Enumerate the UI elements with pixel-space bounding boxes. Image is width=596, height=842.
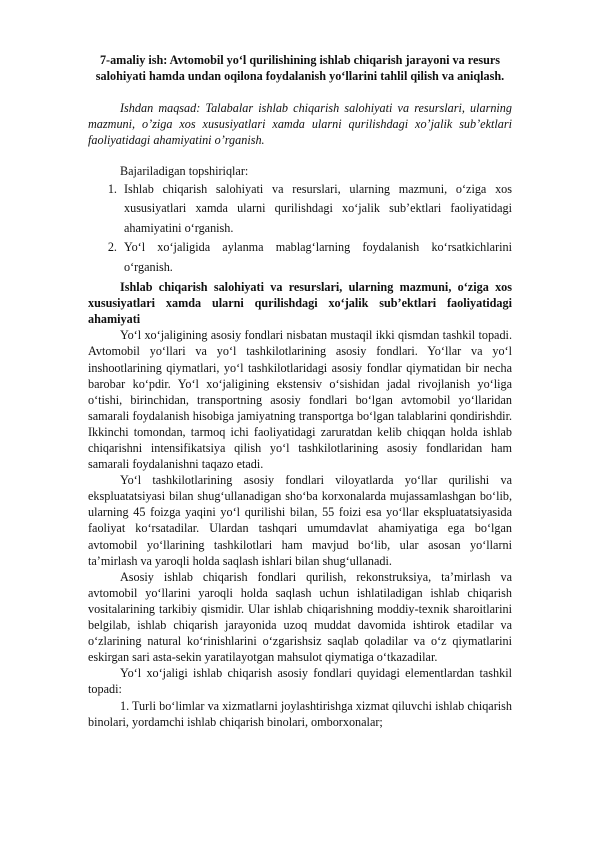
body-paragraph: Asosiy ishlab chiqarish fondlari qurilish, rekonstruksiya, ta’mirlash va avtomobil yo‘llarini yaroqli holda saqlash uchun ishlatiladigan ishlab chiqarish vositalarining tarkibiy qismidir. Ular ishlab chiqarishning moddiy-texnik sharoitlarini belgilab, ishlab chiqarish jarayonida uzoq muddat davomida ishtirok etadilar va o‘zlarining natural ko‘rinishlarini o‘zgarishsiz saqlab qoladilar va o‘z qiymatlarini eskirgan sari asta-sekin yaratilayotgan mahsulot qiymatiga o‘tkazadilar.: [88, 569, 512, 665]
tasks-heading: Bajariladigan topshiriqlar:: [120, 164, 249, 179]
task-item: 1. Ishlab chiqarish salohiyati va resurslari, ularning mazmuni, o‘ziga xos xususiyatlari xamda ularni qurilishdagi xo‘jalik sub’ektlari faoliyatidagi ahamiyatini o‘rganish.: [120, 180, 512, 239]
document-page: [88, 52, 512, 730]
document-title: 7-amaliy ish: Avtomobil yo‘l qurilishining ishlab chiqarish jarayoni va resurs salohiyati hamda undan oqilona foydalanish yo‘llarini tahlil qilish va aniqlash.: [95, 53, 505, 84]
tasks-list: [88, 180, 512, 278]
body-paragraph: Yo‘l xo‘jaligining asosiy fondlari nisbatan mustaqil ikki qismdan tashkil topadi. Avtomobil yo‘llari va yo‘l tashkilotlarining asosiy fondlari. Yo‘llar va yo‘l inshootlarining qiymatlari, yo‘l tashkilotlaridagi asosiy fondlar qiymatidan bir necha barobar ko‘pdir. Yo‘l xo‘jaligining ekstensiv o‘sishidan jadal rivojlanish yo‘liga o‘tishi, birinchidan, transportning asosiy fondlari bo‘lgan avtomobil yo‘llaridan samarali foydalanish hisobiga jamiyatning transportga bo‘lgan talablarini qondirishdir. Ikkinchi tomondan, tarmoq ichi faoliyatidagi zaruratdan kelib chiqqan holda ishlab chiqarishni intensifikatsiya qilish yo‘l tashkilotlarining asosiy fondlaridan ham samarali foydalanishni taqazo etadi.: [88, 328, 512, 472]
body-paragraph: Yo‘l xo‘jaligi ishlab chiqarish asosiy fondlari quyidagi elementlardan tashkil topadi:: [88, 666, 512, 697]
body-paragraph: Yo‘l tashkilotlarining asosiy fondlari viloyatlarda yo‘llar qurilishi va ekspluatatsiyasi bilan shug‘ullanadigan sho‘ba korxonalarda mujassamlashgan bo‘lib, ularning 45 foizga yaqini yo‘l qurilishi bilan, 55 foizi esa yo‘llar ekspluatatsiyasida faoliyat ko‘rsatadilar. Ulardan tashqari umumdavlat ahamiyatiga ega bo‘lgan avtomobil yo‘llarining tashkilotlari ham mavjud bo‘lib, ular asosan yo‘llarni ta’mirlash va yaroqli holda saqlash ishlari bilan shug‘ullanadi.: [88, 473, 512, 568]
task-item: 2. Yo‘l xo‘jaligida aylanma mablag‘larning foydalanish ko‘rsatkichlarini o‘rganish.: [120, 238, 512, 277]
body-paragraph: 1. Turli bo‘limlar va xizmatlarni joylashtirishga xizmat qiluvchi ishlab chiqarish binolari, yordamchi ishlab chiqarish binolari, omborxonalar;: [88, 698, 512, 729]
section-heading: Ishlab chiqarish salohiyati va resurslari, ularning mazmuni, o‘ziga xos xususiyatlari xamda ularni qurilishdagi xo‘jalik sub’ektlari faoliyatidagi ahamiyati: [88, 280, 512, 327]
goal-paragraph: Ishdan maqsad: Talabalar ishlab chiqarish salohiyati va resurslari, ularning mazmuni, o’ziga xos xususiyatlari xamda ularni qurilishdagi xo’jalik sub’ektlari faoliyatidagi ahamiyatini o’rganish.: [88, 101, 512, 148]
